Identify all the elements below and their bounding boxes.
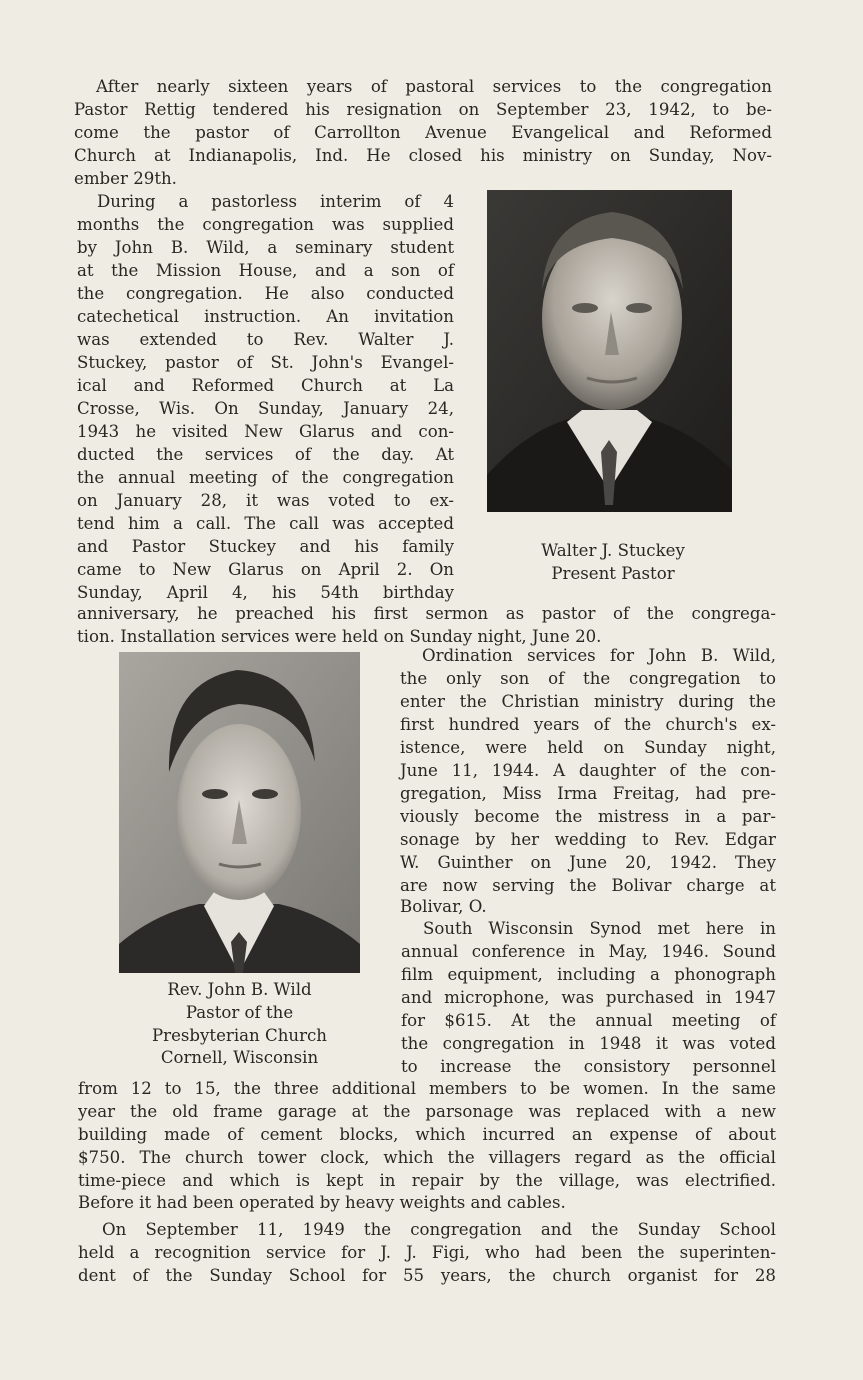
- portrait-john-wild: [119, 652, 360, 973]
- text-line: 1943 he visited New Glarus and con-: [77, 422, 454, 441]
- caption-wild-name: Rev. John B. Wild: [167, 980, 312, 999]
- text-line: ical and Reformed Church at La: [77, 376, 454, 395]
- text-line: ducted the services of the day. At: [77, 445, 454, 464]
- caption-stuckey-name: Walter J. Stuckey: [541, 541, 685, 560]
- text-line: enter the Christian ministry during the: [400, 692, 776, 711]
- text-line: at the Mission House, and a son of: [77, 261, 454, 280]
- portrait-wild-image: [119, 652, 360, 973]
- text-line: come the pastor of Carrollton Avenue Evangelical and Reformed: [74, 123, 772, 142]
- text-line: sonage by her wedding to Rev. Edgar: [400, 830, 776, 849]
- text-line: On September 11, 1949 the congregation and the Sunday School: [102, 1220, 776, 1239]
- text-line: months the congregation was supplied: [77, 215, 454, 234]
- text-line: June 11, 1944. A daughter of the con-: [400, 761, 776, 780]
- text-line: catechetical instruction. An invitation: [77, 307, 454, 326]
- text-line: viously become the mistress in a par-: [400, 807, 776, 826]
- text-line: building made of cement blocks, which incurred an expense of about: [78, 1125, 776, 1144]
- text-line: gregation, Miss Irma Freitag, had pre-: [400, 784, 776, 803]
- text-line: South Wisconsin Synod met here in: [423, 919, 776, 938]
- text-line: year the old frame garage at the parsonage was replaced with a new: [78, 1102, 776, 1121]
- text-line: came to New Glarus on April 2. On: [77, 560, 454, 579]
- text-line: During a pastorless interim of 4: [97, 192, 454, 211]
- text-line: the annual meeting of the congregation: [77, 468, 454, 487]
- caption-stuckey-title: Present Pastor: [551, 564, 675, 583]
- text-line: the congregation in 1948 it was voted: [401, 1034, 776, 1053]
- text-line: Stuckey, pastor of St. John's Evangel-: [77, 353, 454, 372]
- text-line: Pastor Rettig tendered his resignation on September 23, 1942, to be-: [74, 100, 772, 119]
- text-line: Ordination services for John B. Wild,: [422, 646, 776, 665]
- portrait-stuckey-image: [487, 190, 732, 512]
- text-line: annual conference in May, 1946. Sound: [401, 942, 776, 961]
- text-line: dent of the Sunday School for 55 years, the church organist for 28: [78, 1266, 776, 1285]
- text-line: time-piece and which is kept in repair by the village, was electrified.: [78, 1171, 776, 1190]
- text-line: W. Guinther on June 20, 1942. They: [400, 853, 776, 872]
- text-line: the only son of the congregation to: [400, 669, 776, 688]
- text-line: for $615. At the annual meeting of: [401, 1011, 776, 1030]
- text-line: to increase the consistory personnel: [401, 1057, 776, 1076]
- text-line: first hundred years of the church's ex-: [400, 715, 776, 734]
- text-line: Crosse, Wis. On Sunday, January 24,: [77, 399, 454, 418]
- text-line: are now serving the Bolivar charge at: [400, 876, 776, 895]
- text-line: istence, were held on Sunday night,: [400, 738, 776, 757]
- text-line: held a recognition service for J. J. Figi, who had been the superinten-: [78, 1243, 776, 1262]
- text-line: Bolivar, O.: [400, 897, 487, 916]
- text-line: Sunday, April 4, his 54th birthday: [77, 583, 454, 602]
- text-line: the congregation. He also conducted: [77, 284, 454, 303]
- text-line: Before it had been operated by heavy weights and cables.: [78, 1193, 566, 1212]
- caption-wild-title: Pastor of the: [185, 1003, 294, 1022]
- text-line: on January 28, it was voted to ex-: [77, 491, 454, 510]
- text-line: from 12 to 15, the three additional members to be women. In the same: [78, 1079, 776, 1098]
- caption-wild-church: Presbyterian Church: [152, 1026, 327, 1045]
- text-line: was extended to Rev. Walter J.: [77, 330, 454, 349]
- portrait-walter-stuckey: [487, 190, 732, 512]
- text-line: After nearly sixteen years of pastoral services to the congregation: [96, 77, 772, 96]
- text-line: film equipment, including a phonograph: [401, 965, 776, 984]
- text-line: anniversary, he preached his first sermon as pastor of the congrega-: [77, 604, 776, 623]
- text-line: and Pastor Stuckey and his family: [77, 537, 454, 556]
- text-line: by John B. Wild, a seminary student: [77, 238, 454, 257]
- caption-wild-location: Cornell, Wisconsin: [160, 1048, 319, 1067]
- text-line: ember 29th.: [74, 169, 177, 188]
- text-line: Church at Indianapolis, Ind. He closed his ministry on Sunday, Nov-: [74, 146, 772, 165]
- text-line: tion. Installation services were held on Sunday night, June 20.: [77, 627, 602, 646]
- text-line: and microphone, was purchased in 1947: [401, 988, 776, 1007]
- text-line: tend him a call. The call was accepted: [77, 514, 454, 533]
- text-line: $750. The church tower clock, which the villagers regard as the official: [78, 1148, 776, 1167]
